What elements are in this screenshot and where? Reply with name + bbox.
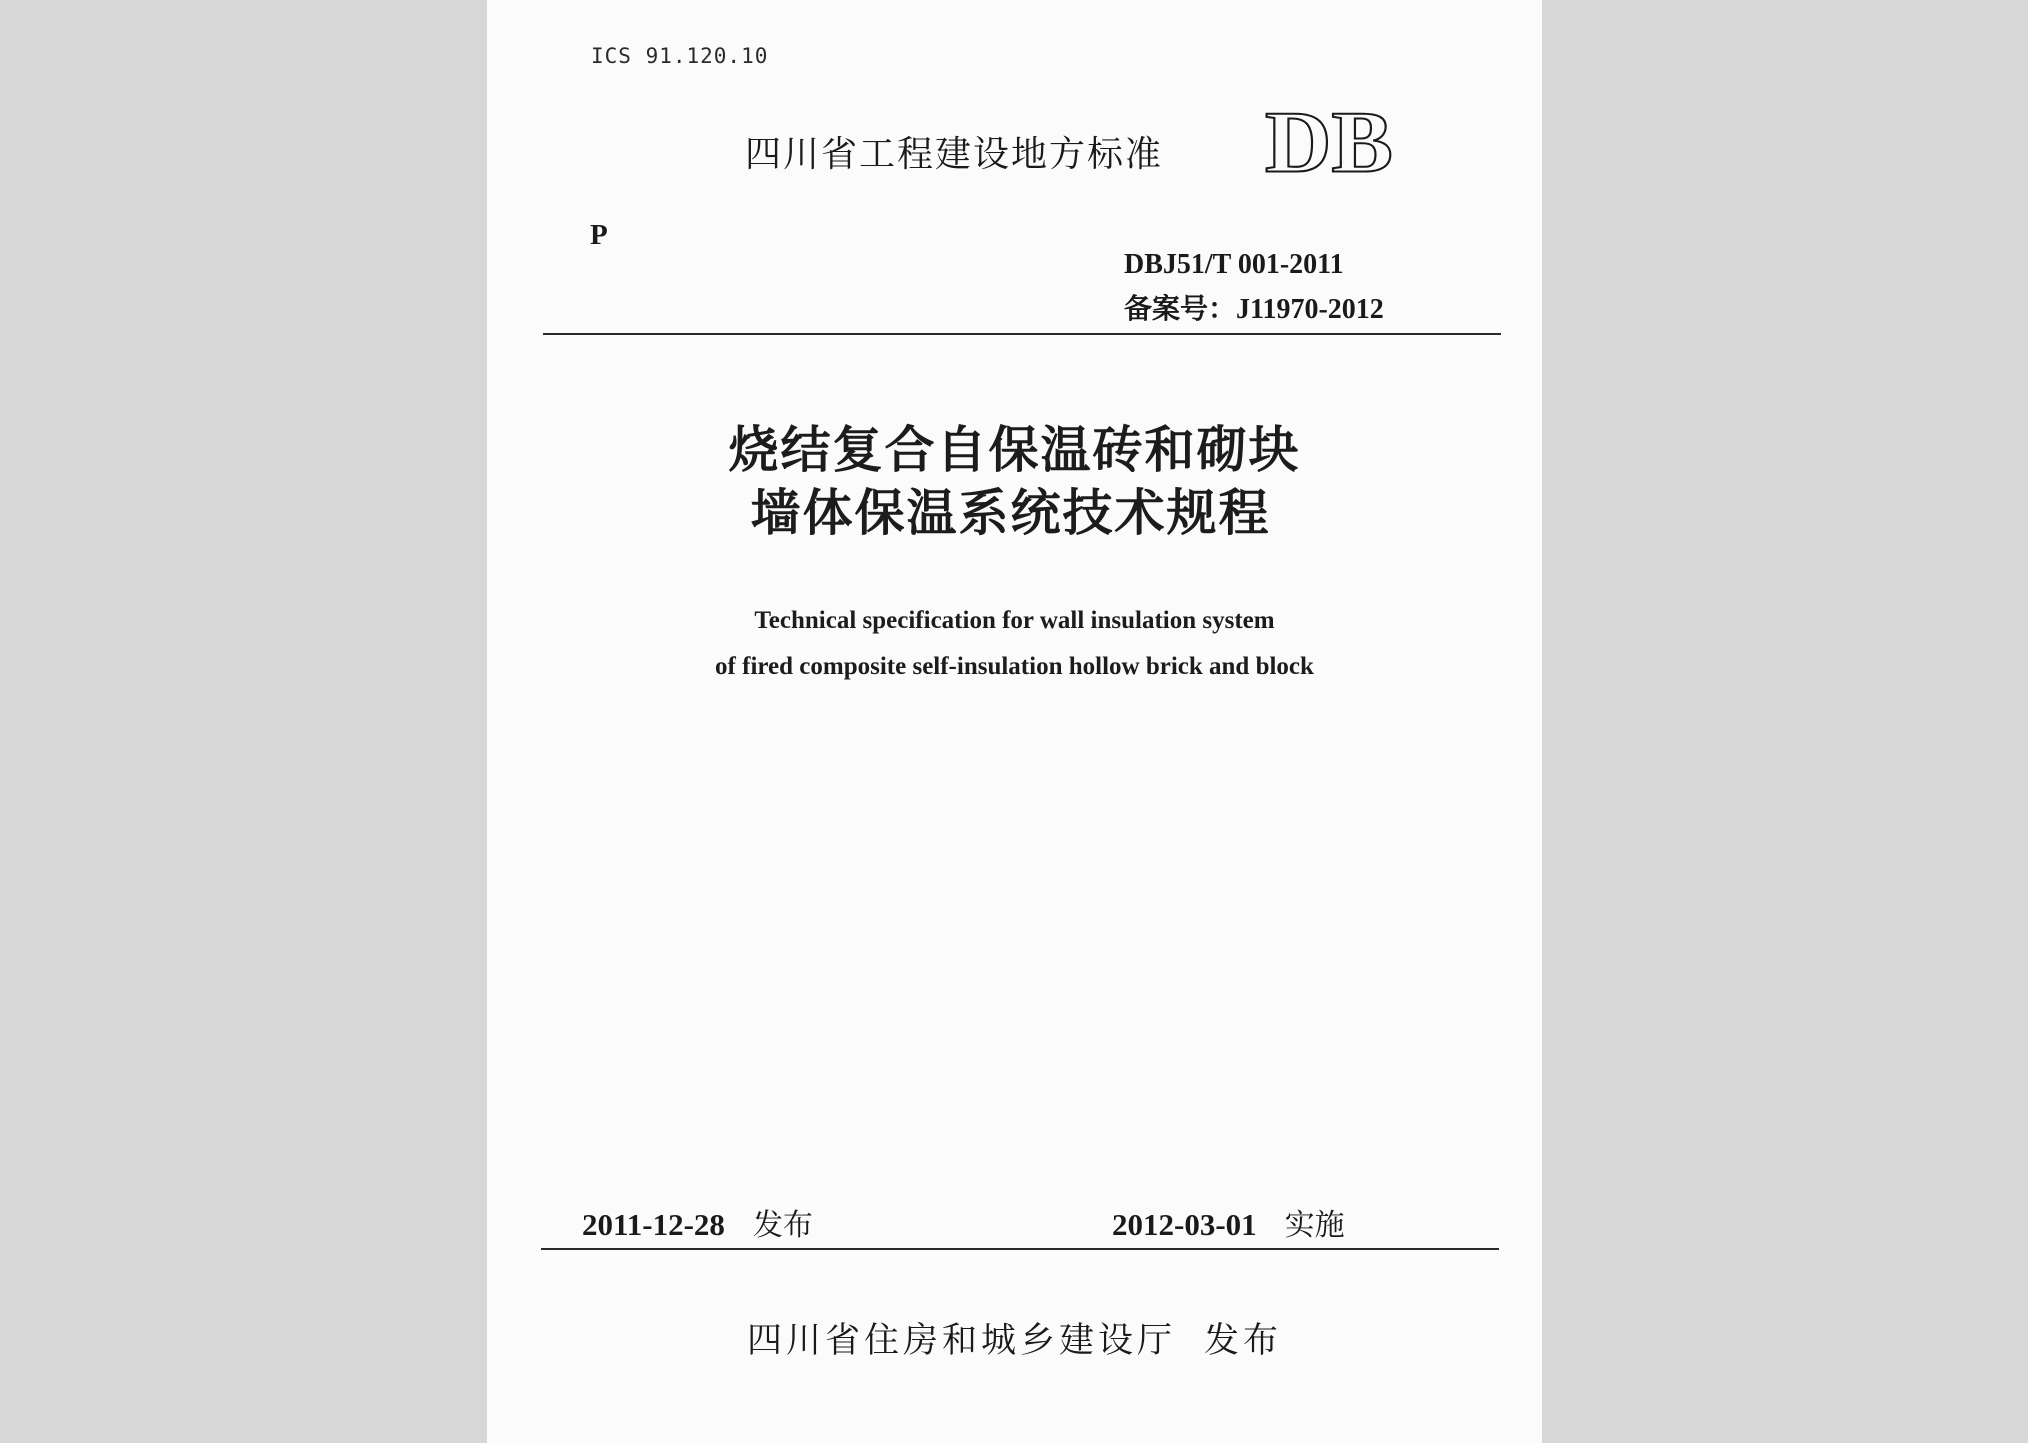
title-cn-line-2: 墙体保温系统技术规程	[750, 484, 1271, 542]
publisher-name: 四川省住房和城乡建设厅	[746, 1321, 1176, 1361]
effective-date-block	[1112, 1200, 1345, 1244]
db-logo: DB	[1265, 93, 1393, 191]
effective-label: 实施	[1284, 1208, 1345, 1243]
issue-date-block	[582, 1200, 813, 1244]
title-cn-line-1: 烧结复合自保温砖和砌块	[728, 421, 1301, 479]
standard-type: 四川省工程建设地方标准	[745, 134, 1164, 175]
top-divider	[543, 333, 1501, 335]
title-en-line-2: of fired composite self-insulation hollow brick and block	[715, 653, 1314, 680]
bottom-divider	[541, 1248, 1499, 1250]
issue-date: 2011-12-28	[582, 1207, 725, 1242]
category-code: P	[590, 219, 608, 251]
title-en-line-1: Technical specification for wall insulation system	[754, 607, 1275, 634]
ics-code: ICS 91.120.10	[591, 44, 769, 68]
effective-date: 2012-03-01	[1112, 1207, 1257, 1242]
publisher-label: 发布	[1204, 1321, 1283, 1361]
record-number: 备案号：J11970-2012	[1124, 294, 1384, 325]
issue-label: 发布	[752, 1208, 813, 1243]
standard-number: DBJ51/T 001-2011	[1124, 249, 1344, 280]
document-page	[487, 0, 1542, 1443]
publisher-line	[487, 1313, 1542, 1363]
